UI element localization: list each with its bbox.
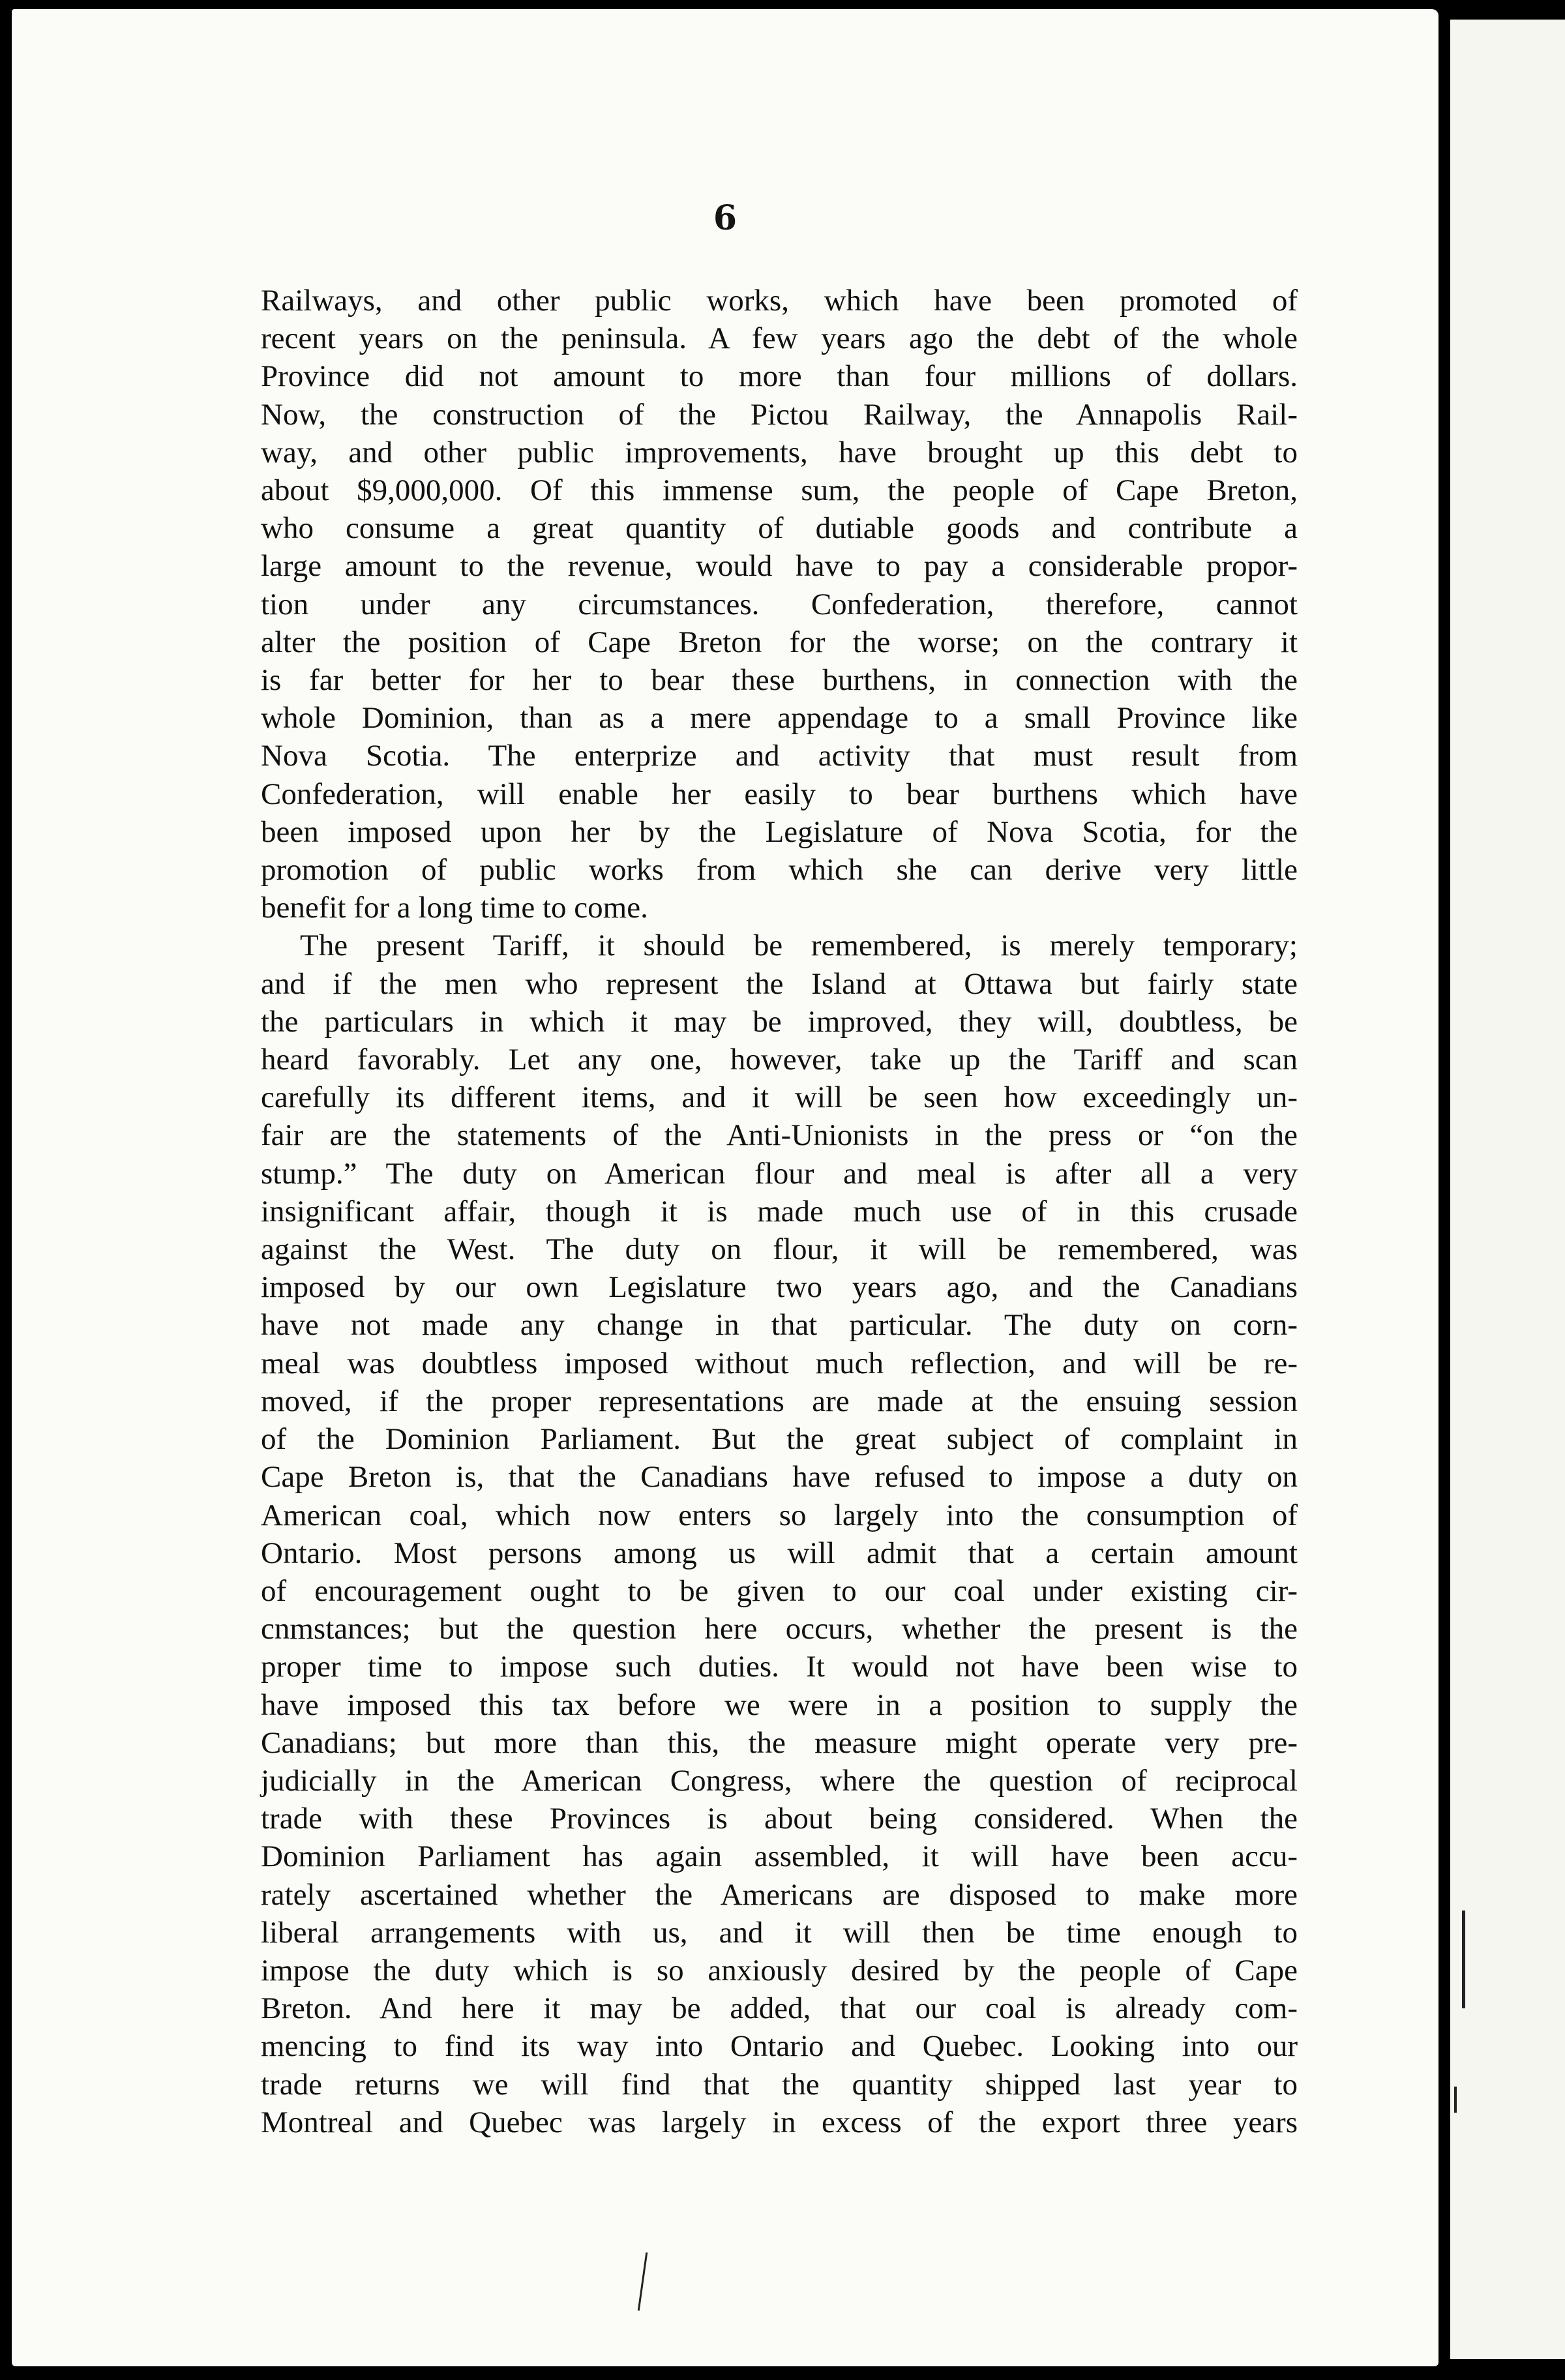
text-line: liberal arrangements with us, and it will then be time enough to	[261, 1915, 1298, 1950]
adjacent-page-edge	[1450, 20, 1565, 2359]
page-number: 6	[713, 198, 738, 238]
text-line: recent years on the peninsula. A few years ago the debt of the whole	[261, 321, 1298, 356]
text-line: whole Dominion, than as a mere appendage to a small Province like	[261, 701, 1298, 736]
text-line: promotion of public works from which she can derive very little	[261, 853, 1298, 887]
stray-pen-mark	[1454, 2087, 1457, 2113]
text-line: American coal, which now enters so largely into the consumption of	[261, 1498, 1298, 1532]
text-line: imposed by our own Legislature two years ago, and the Canadians	[261, 1270, 1298, 1305]
text-line: who consume a great quantity of dutiable goods and contribute a	[261, 511, 1298, 546]
text-line: of encouragement ought to be given to our coal under existing cir-	[261, 1573, 1298, 1608]
text-line: is far better for her to bear these burthens, in connection with the	[261, 663, 1298, 698]
text-line: against the West. The duty on flour, it will be remembered, was	[261, 1232, 1298, 1267]
text-line: large amount to the revenue, would have to pay a considerable propor-	[261, 549, 1298, 584]
text-line: Province did not amount to more than four millions of dollars.	[261, 359, 1298, 394]
text-line: Cape Breton is, that the Canadians have refused to impose a duty on	[261, 1460, 1298, 1495]
text-line: carefully its different items, and it will be seen how exceedingly un-	[261, 1080, 1298, 1115]
stray-pen-mark	[638, 2252, 648, 2311]
text-line: Now, the construction of the Pictou Railway, the Annapolis Rail-	[261, 397, 1298, 432]
text-line: Nova Scotia. The enterprize and activity that must result from	[261, 739, 1298, 773]
text-line: stump.” The duty on American flour and meal is after all a very	[261, 1156, 1298, 1191]
text-line: trade with these Provinces is about being considered. When the	[261, 1802, 1298, 1836]
text-line: way, and other public improvements, have brought up this debt to	[261, 435, 1298, 469]
body-text	[261, 282, 1298, 2141]
text-line: Dominion Parliament has again assembled, it will have been accu-	[261, 1839, 1298, 1874]
text-line: have imposed this tax before we were in a position to supply the	[261, 1688, 1298, 1722]
text-line: have not made any change in that particular. The duty on corn-	[261, 1308, 1298, 1343]
text-line: Confederation, will enable her easily to bear burthens which have	[261, 777, 1298, 811]
text-line: rately ascertained whether the Americans are disposed to make more	[261, 1877, 1298, 1912]
text-line: Canadians; but more than this, the measure might operate very pre-	[261, 1725, 1298, 1760]
text-line: meal was doubtless imposed without much reflection, and will be re-	[261, 1346, 1298, 1380]
text-line: insignificant affair, though it is made much use of in this crusade	[261, 1194, 1298, 1228]
text-line: Montreal and Quebec was largely in excess of the export three years	[261, 2105, 1298, 2139]
stray-pen-mark	[1462, 1911, 1465, 2008]
text-line: mencing to find its way into Ontario and Quebec. Looking into our	[261, 2029, 1298, 2064]
page-sheet	[12, 9, 1438, 2366]
text-line: fair are the statements of the Anti-Unionists in the press or “on the	[261, 1118, 1298, 1153]
text-line: and if the men who represent the Island at Ottawa but fairly state	[261, 966, 1298, 1001]
text-line: heard favorably. Let any one, however, take up the Tariff and scan	[261, 1043, 1298, 1077]
text-line: impose the duty which is so anxiously desired by the people of Cape	[261, 1953, 1298, 1987]
text-line: tion under any circumstances. Confederation, therefore, cannot	[261, 587, 1298, 621]
text-line: Railways, and other public works, which have been promoted of	[261, 284, 1298, 318]
text-line: alter the position of Cape Breton for the worse; on the contrary it	[261, 625, 1298, 659]
text-line: moved, if the proper representations are made at the ensuing session	[261, 1384, 1298, 1418]
text-line: cnmstances; but the question here occurs, whether the present is the	[261, 1612, 1298, 1646]
text-line: trade returns we will find that the quantity shipped last year to	[261, 2067, 1298, 2102]
text-line: judicially in the American Congress, where the question of reciprocal	[261, 1763, 1298, 1798]
text-line: been imposed upon her by the Legislature of Nova Scotia, for the	[261, 814, 1298, 849]
text-line: about $9,000,000. Of this immense sum, the people of Cape Breton,	[261, 473, 1298, 508]
text-line: Breton. And here it may be added, that our coal is already com-	[261, 1991, 1298, 2026]
text-line: proper time to impose such duties. It would not have been wise to	[261, 1650, 1298, 1684]
text-line: Ontario. Most persons among us will admit that a certain amount	[261, 1536, 1298, 1570]
text-line: of the Dominion Parliament. But the great subject of complaint in	[261, 1422, 1298, 1457]
text-line: benefit for a long time to come.	[261, 891, 648, 925]
text-line: The present Tariff, it should be remembered, is merely temporary;	[300, 929, 1298, 963]
text-line: the particulars in which it may be improved, they will, doubtless, be	[261, 1004, 1298, 1039]
